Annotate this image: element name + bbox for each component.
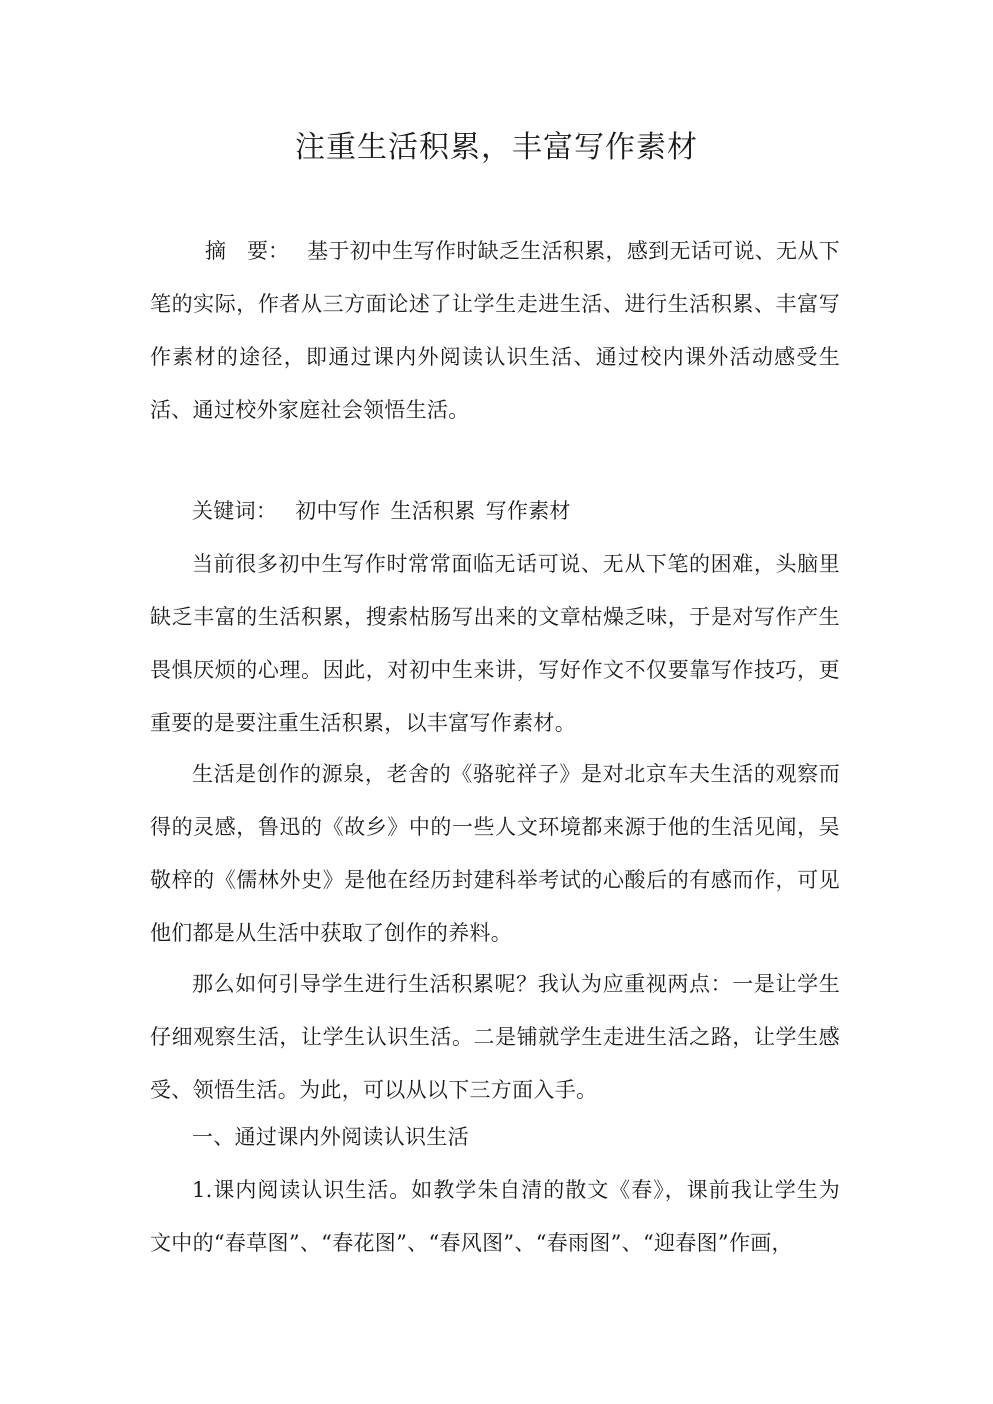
abstract-label: 摘 要：	[205, 239, 290, 263]
document-title: 注重生活积累，丰富写作素材	[295, 130, 698, 165]
keyword-item: 初中写作	[295, 499, 381, 523]
keyword-item: 生活积累	[390, 499, 476, 523]
abstract-text: 基于初中生写作时缺乏生活积累，感到无话可说、无从下笔的实际，作者从三方面论述了让学生走进生活、进行生活积累、丰富写作素材的途径，即通过课内外阅读认识生活、通过校内课外活动感受生活、通过校外家庭社会领悟生活。	[150, 239, 841, 422]
abstract	[150, 225, 840, 437]
keywords	[150, 485, 840, 538]
keyword-item: 写作素材	[485, 499, 571, 523]
body-paragraph: 当前很多初中生写作时常常面临无话可说、无从下笔的困难，头脑里缺乏丰富的生活积累，搜索枯肠写出来的文章枯燥乏味，于是对写作产生畏惧厌烦的心理。因此，对初中生来讲，写好作文不仅要靠写作技巧，更重要的是要注重生活积累，以丰富写作素材。	[150, 552, 840, 735]
section-heading: 一、通过课内外阅读认识生活	[192, 1125, 469, 1149]
body-paragraph: 生活是创作的源泉，老舍的《骆驼祥子》是对北京车夫生活的观察而得的灵感，鲁迅的《故乡》中的一些人文环境都来源于他的生活见闻，吴敬梓的《儒林外史》是他在经历封建科举考试的心酸后的有感而作，可见他们都是从生活中获取了创作的养料。	[150, 762, 840, 945]
body-paragraph: 那么如何引导学生进行生活积累呢？我认为应重视两点：一是让学生仔细观察生活，让学生认识生活。二是铺就学生走进生活之路，让学生感受、领悟生活。为此，可以从以下三方面入手。	[150, 972, 840, 1102]
section-paragraph: 1.课内阅读认识生活。如教学朱自清的散文《春》，课前我让学生为文中的“春草图”、“春花图”、“春风图”、“春雨图”、“迎春图”作画，	[150, 1178, 840, 1255]
keywords-label: 关键词：	[192, 499, 278, 523]
